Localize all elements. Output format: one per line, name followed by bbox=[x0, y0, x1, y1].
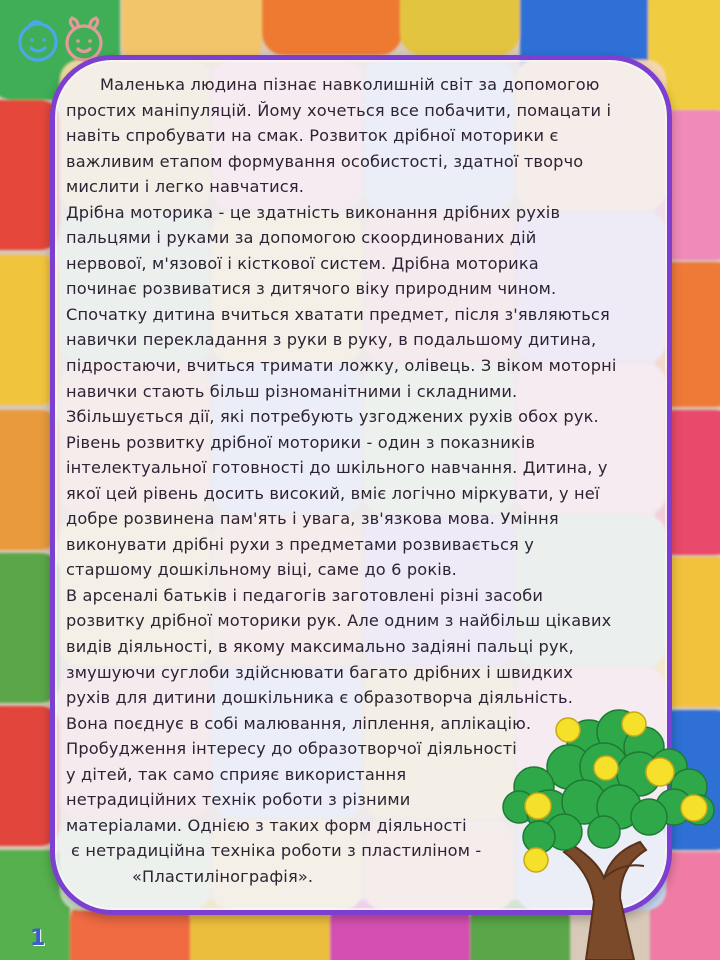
text-line: виконувати дрібні рухи з предметами розвивається у bbox=[66, 534, 534, 554]
text-line: «Пластиліногрaфія». bbox=[132, 866, 314, 886]
text-line: Спочатку дитина вчиться хватати предмет, після з'являються bbox=[66, 304, 610, 324]
text-line: важливим етапом формування особистості, здатної творчо bbox=[66, 151, 584, 171]
text-line: розвитку дрібної моторики рук. Але одним з найбільш цікавих bbox=[66, 611, 612, 631]
text-line: якої цей рівень досить високий, вміє логічно міркувати, у неї bbox=[66, 483, 600, 503]
text-line: є нетрадиційна техніка роботи з пластиліном - bbox=[71, 841, 482, 861]
text-line: підростаючи, вчиться тримати ложку, олівець. З віком моторні bbox=[66, 356, 617, 376]
text-line: добре розвинена пам'ять і увага, зв'язкова мова. Уміння bbox=[66, 509, 559, 529]
plasticine-tree-icon bbox=[494, 702, 720, 960]
text-line: пальцями і руками за допомогою скоординованих дій bbox=[66, 228, 537, 248]
text-line: змушуючи суглоби здійснювати багато дрібних і швидких bbox=[66, 662, 574, 682]
text-line: В арсеналі батьків і педагогів заготовлені різні засоби bbox=[66, 585, 544, 605]
text-line: Збільшується дії, які потребують узгоджених рухів обох рук. bbox=[66, 407, 599, 427]
text-line: навіть спробувати на смак. Розвиток дрібної моторики є bbox=[66, 126, 559, 146]
text-line: починає розвиватися з дитячого віку природним чином. bbox=[66, 279, 557, 299]
text-line: матеріалами. Однією з таких форм діяльності bbox=[66, 815, 467, 835]
text-line: Пробудження інтересу до образотворчої діяльності bbox=[66, 739, 517, 759]
text-line: Вона поєднує в собі малювання, ліплення, аплікацію. bbox=[66, 713, 532, 733]
text-line: старшому дошкільному віці, саме до 6 років. bbox=[66, 560, 457, 580]
text-line: нервової, м'язової і кісткової систем. Дрібна моторика bbox=[66, 253, 539, 273]
text-line: навички перекладання з руки в руку, в подальшому дитина, bbox=[66, 330, 597, 350]
page-number: 1 bbox=[30, 926, 46, 951]
text-line: Дрібна моторика - це здатність виконання дрібних рухів bbox=[66, 202, 561, 222]
text-line: рухів для дитини дошкільника є образотворча діяльність. bbox=[66, 688, 574, 708]
text-line: нетрадиційних технік роботи з різними bbox=[66, 790, 411, 810]
text-line: Рівень розвитку дрібної моторики - один з показників bbox=[66, 432, 536, 452]
text-line: простих маніпуляцій. Йому хочеться все побачити, помацати і bbox=[66, 100, 612, 120]
text-line: видів діяльності, в якому максимально задіяні пальці рук, bbox=[66, 637, 574, 657]
text-line: мислити і легко навчатися. bbox=[66, 177, 305, 197]
text-line: інтелектуальної готовності до шкільного навчання. Дитина, у bbox=[66, 458, 608, 478]
text-line: у дітей, так само сприяє використання bbox=[66, 764, 407, 784]
text-line: Маленька людина пізнає навколишній світ за допомогою bbox=[100, 75, 600, 94]
text-line: навички стають більш різноманітними і складними. bbox=[66, 381, 518, 401]
